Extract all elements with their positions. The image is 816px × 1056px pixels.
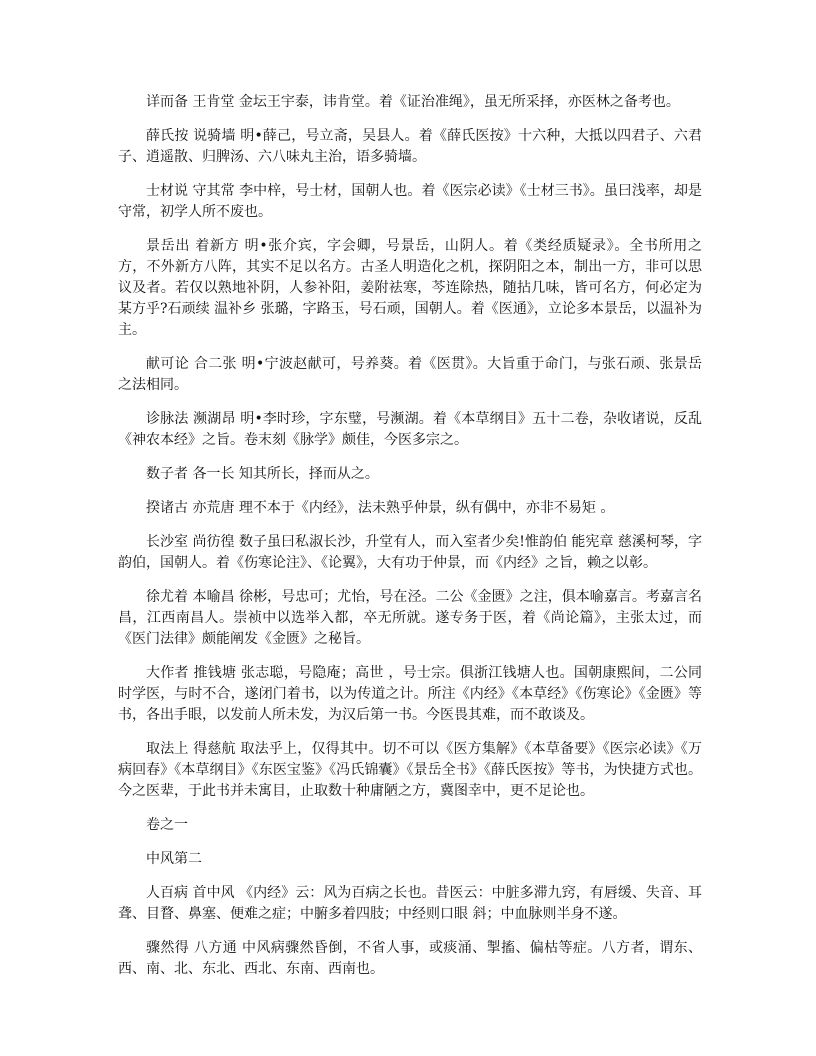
paragraph: 骤然得 八方通 中风病骤然昏倒，不省人事，或痰涌、掣搐、偏枯等症。八方者，谓东、西、南、北、东北、西北、东南、西南也。 — [118, 940, 702, 977]
paragraph: 徐尤着 本喻昌 徐彬，号忠可；尤怡，号在泾。二公《金匮》之注，俱本喻嘉言。考嘉言名昌，江西南昌人。崇祯中以选举入都，卒无所就。遂专务于医，着《尚论篇》，主张太过，而《医门法律》颇能阐发《金匮》之秘旨。 — [118, 589, 702, 647]
paragraph: 中风第二 — [146, 851, 202, 867]
paragraph: 献可论 合二张 明•宁波赵献可，号养葵。着《医贯》。大旨重于命门，与张石顽、张景岳之法相同。 — [118, 356, 702, 393]
paragraph: 景岳出 着新方 明•张介宾，字会卿，号景岳，山阴人。着《类经质疑录》。全书所用之方，不外新方八阵，其实不足以名方。古圣人明造化之机，探阴阳之本，制出一方，非可以思议及者。若仅以熟地补阴，人参补阳，姜附祛寒，芩连除热，随拈几味，皆可名方，何必定为某方乎?石顽续 温补乡 张璐，字路玉，号石顽，国朝人。着《医通》，立论多本景岳，以温补为主。 — [118, 238, 702, 338]
paragraph: 详而备 王肯堂 金坛王宇泰，讳肯堂。着《证治准绳》，虽无所采择，亦医林之备考也。 — [146, 94, 680, 110]
paragraph: 士材说 守其常 李中梓，号士材，国朝人也。着《医宗必读》《士材三书》。虽曰浅率，却是守常，初学人所不废也。 — [118, 183, 702, 220]
paragraph: 薛氏按 说骑墙 明•薛己，号立斋，吴县人。着《薛氏医按》十六种，大抵以四君子、六君子、逍遥散、归脾汤、六八味丸主治，语多骑墙。 — [118, 128, 702, 165]
paragraph: 大作者 推钱塘 张志聪，号隐庵；高世 ，号士宗。俱浙江钱塘人也。国朝康熙间，二公同时学医，与时不合，遂闭门着书，以为传道之计。所注《内经》《本草经》《伤寒论》《金匮》等书，各出手眼，以发前人所未发，为汉后第一书。今医畏其难，而不敢谈及。 — [118, 665, 702, 723]
paragraph: 人百病 首中风 《内经》云：风为百病之长也。昔医云：中脏多滞九窍，有唇缓、失音、耳聋、目瞀、鼻塞、便难之症；中腑多着四肢；中经则口眼 斜；中血脉则半身不遂。 — [118, 885, 702, 922]
paragraph: 数子者 各一长 知其所长，择而从之。 — [146, 466, 379, 482]
paragraph: 揆诸古 亦荒唐 理不本于《内经》，法未熟乎仲景，纵有偶中，亦非不易矩 。 — [146, 500, 615, 516]
paragraph: 长沙室 尚彷徨 数子虽曰私淑长沙，升堂有人，而入室者少矣!惟韵伯 能宪章 慈溪柯琴，字韵伯，国朝人。着《伤寒论注》、《论翼》，大有功于仲景，而《内经》之旨，赖之以彰。 — [118, 534, 702, 571]
paragraph: 卷之一 — [146, 817, 188, 833]
paragraph: 取法上 得慈航 取法乎上，仅得其中。切不可以《医方集解》《本草备要》《医宗必读》《万病回春》《本草纲目》《东医宝鉴》《冯氏锦囊》《景岳全书》《薛氏医按》等书，为快捷方式也。今之医辈，于此书并未寓目，止取数十种庸陋之方，冀图幸中，更不足论也。 — [118, 741, 702, 799]
document-page — [118, 92, 702, 993]
paragraph: 诊脉法 濒湖昂 明•李时珍，字东璧，号濒湖。着《本草纲目》五十二卷，杂收诸说，反乱《神农本经》之旨。卷末刻《脉学》颇佳，今医多宗之。 — [118, 411, 702, 448]
